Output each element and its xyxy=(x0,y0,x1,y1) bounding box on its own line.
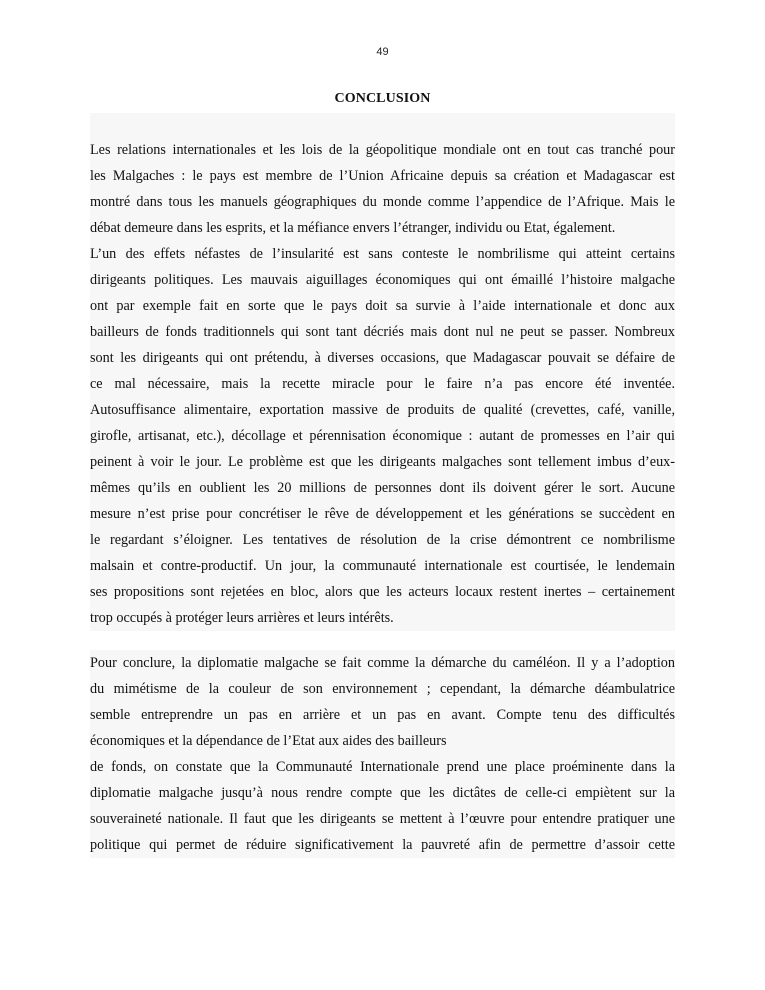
text-line: souveraineté nationale. Il faut que les dirigeants se mettent à l’œuvre pour entendre pratiquer une xyxy=(90,811,675,827)
text-line: ses propositions sont rejetées en bloc, alors que les acteurs locaux restent inertes – certainement xyxy=(90,584,675,600)
text-line: L’un des effets néfastes de l’insularité est sans conteste le nombrilisme qui atteint certains xyxy=(90,246,675,262)
text-line: diplomatie malgache jusqu’à nous rendre compte que les dictâtes de celle-ci empiètent sur la xyxy=(90,785,675,801)
paragraph-2 xyxy=(90,650,675,858)
text-line: dirigeants politiques. Les mauvais aiguillages économiques qui ont émaillé l’histoire malgache xyxy=(90,272,675,288)
text-line: Pour conclure, la diplomatie malgache se fait comme la démarche du caméléon. Il y a l’adoption xyxy=(90,655,675,671)
text-line: bailleurs de fonds traditionnels qui sont tant décriés mais dont nul ne peut se passer. Nombreux xyxy=(90,324,675,340)
page-number: 49 xyxy=(376,46,389,58)
text-line: Les relations internationales et les lois de la géopolitique mondiale ont en tout cas tranché pour xyxy=(90,142,675,158)
text-line: Autosuffisance alimentaire, exportation massive de produits de qualité (crevettes, café, vanille, xyxy=(90,402,675,418)
text-line: malsain et contre-productif. Un jour, la communauté internationale est courtisée, le lendemain xyxy=(90,558,675,574)
text-line: mêmes qu’ils en oublient les 20 millions de personnes dont ils doivent gérer le sort. Aucune xyxy=(90,480,675,496)
text-line: le regardant s’éloigner. Les tentatives de résolution de la crise démontrent ce nombrilisme xyxy=(90,532,675,548)
text-line: peinent à voir le jour. Le problème est que les dirigeants malgaches sont tellement imbus d’eux- xyxy=(90,454,675,470)
text-line: du mimétisme de la couleur de son environnement ; cependant, la démarche déambulatrice xyxy=(90,681,675,697)
text-line: montré dans tous les manuels géographiques du monde comme l’appendice de l’Afrique. Mais le xyxy=(90,194,675,210)
text-line: économiques et la dépendance de l’Etat aux aides des bailleurs xyxy=(90,733,447,749)
paragraph-1 xyxy=(90,113,675,631)
text-line: ont par exemple fait en sorte que le pays doit sa survie à l’aide internationale et donc aux xyxy=(90,298,675,314)
text-line: semble entreprendre un pas en arrière et un pas en avant. Compte tenu des difficultés xyxy=(90,707,675,723)
text-line: les Malgaches : le pays est membre de l’Union Africaine depuis sa création et Madagascar est xyxy=(90,168,675,184)
section-title: CONCLUSION xyxy=(334,91,431,106)
text-line: sont les dirigeants qui ont prétendu, à diverses occasions, que Madagascar pouvait se défaire de xyxy=(90,350,675,366)
text-line: politique qui permet de réduire significativement la pauvreté afin de permettre d’assoir cette xyxy=(90,837,675,853)
text-line: de fonds, on constate que la Communauté Internationale prend une place proéminente dans la xyxy=(90,759,675,775)
text-line: débat demeure dans les esprits, et la méfiance envers l’étranger, individu ou Etat, également. xyxy=(90,220,616,236)
text-line: girofle, artisanat, etc.), décollage et pérennisation économique : autant de promesses en l’air qui xyxy=(90,428,675,444)
text-line: mesure n’est prise pour concrétiser le rêve de développement et les générations se succèdent en xyxy=(90,506,675,522)
text-line: ce mal nécessaire, mais la recette miracle pour le faire n’a pas encore été inventée. xyxy=(90,376,675,392)
text-line: trop occupés à protéger leurs arrières et leurs intérêts. xyxy=(90,610,394,626)
